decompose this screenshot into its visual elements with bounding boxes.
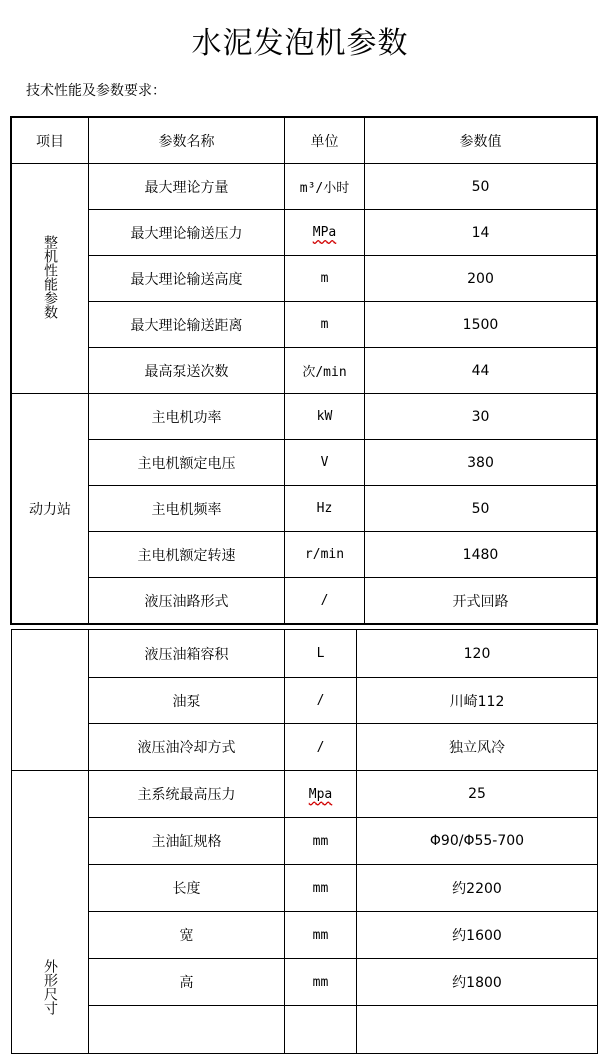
param-name: 主电机频率	[89, 486, 285, 532]
param-name: 主电机额定电压	[89, 440, 285, 486]
param-name: 最大理论输送压力	[89, 210, 285, 256]
table-row	[12, 630, 598, 678]
param-value: 约1800	[357, 959, 598, 1006]
params-table-2	[11, 629, 598, 1054]
param-unit: V	[285, 440, 365, 486]
param-value: 独立风冷	[357, 724, 598, 771]
table-row	[12, 771, 598, 818]
param-unit: mm	[285, 865, 357, 912]
param-name: 长度	[89, 865, 285, 912]
param-name: 油泵	[89, 678, 285, 724]
table-row	[12, 912, 598, 959]
param-unit: m	[285, 302, 365, 348]
param-name: 宽	[89, 912, 285, 959]
group-whole-label: 整机性能参数	[42, 234, 58, 319]
param-value: 50	[365, 164, 597, 210]
table-row	[12, 210, 597, 256]
param-unit: kW	[285, 394, 365, 440]
param-unit: 次/min	[285, 348, 365, 394]
param-name: 液压油箱容积	[89, 630, 285, 678]
param-name: 液压油冷却方式	[89, 724, 285, 771]
table-row	[12, 532, 597, 578]
param-unit: /	[285, 578, 365, 624]
param-unit	[285, 210, 365, 256]
params-table-1	[11, 117, 597, 624]
group-whole	[12, 164, 89, 394]
param-value: 380	[365, 440, 597, 486]
param-name: 最高泵送次数	[89, 348, 285, 394]
param-value: 50	[365, 486, 597, 532]
group-size	[12, 771, 89, 1054]
table-row	[12, 578, 597, 624]
param-value: 44	[365, 348, 597, 394]
header-item: 项目	[12, 118, 89, 164]
table-row	[12, 678, 598, 724]
param-value: 约1600	[357, 912, 598, 959]
table-row	[12, 865, 598, 912]
param-unit: /	[285, 724, 357, 771]
header-param: 参数名称	[89, 118, 285, 164]
param-name: 最大理论输送高度	[89, 256, 285, 302]
header-value: 参数值	[365, 118, 597, 164]
table-row-empty	[12, 1006, 598, 1054]
table-row	[12, 818, 598, 865]
param-value: 约2200	[357, 865, 598, 912]
table-row	[12, 486, 597, 532]
header-row	[12, 118, 597, 164]
param-name: 主油缸规格	[89, 818, 285, 865]
param-unit: mm	[285, 818, 357, 865]
param-value: 1500	[365, 302, 597, 348]
param-value: Φ90/Φ55-700	[357, 818, 598, 865]
table-row	[12, 256, 597, 302]
param-value-empty	[357, 1006, 598, 1054]
subtitle: 技术性能及参数要求：	[26, 83, 166, 99]
param-unit: /	[285, 678, 357, 724]
table-row	[12, 724, 598, 771]
param-unit: m³/小时	[285, 164, 365, 210]
table-row	[12, 959, 598, 1006]
param-name: 高	[89, 959, 285, 1006]
param-name-empty	[89, 1006, 285, 1054]
param-name: 主电机额定转速	[89, 532, 285, 578]
table-row	[12, 348, 597, 394]
param-unit: mm	[285, 912, 357, 959]
table-row	[12, 440, 597, 486]
param-unit-text: MPa	[312, 225, 337, 240]
param-value: 开式回路	[365, 578, 597, 624]
param-unit-empty	[285, 1006, 357, 1054]
param-name: 主系统最高压力	[89, 771, 285, 818]
page-title: 水泥发泡机参数	[191, 26, 409, 61]
param-unit: L	[285, 630, 357, 678]
param-unit: m	[285, 256, 365, 302]
table-row	[12, 302, 597, 348]
param-value: 120	[357, 630, 598, 678]
param-unit: mm	[285, 959, 357, 1006]
group-blank	[12, 630, 89, 771]
param-unit	[285, 771, 357, 818]
param-unit: r/min	[285, 532, 365, 578]
param-name: 最大理论方量	[89, 164, 285, 210]
header-unit: 单位	[285, 118, 365, 164]
param-name: 最大理论输送距离	[89, 302, 285, 348]
param-unit-text: Mpa	[308, 786, 333, 802]
param-name: 液压油路形式	[89, 578, 285, 624]
param-unit: Hz	[285, 486, 365, 532]
table-row	[12, 394, 597, 440]
param-value: 1480	[365, 532, 597, 578]
table-row	[12, 164, 597, 210]
group-power: 动力站	[12, 394, 89, 624]
param-value: 14	[365, 210, 597, 256]
param-name: 主电机功率	[89, 394, 285, 440]
param-value: 25	[357, 771, 598, 818]
param-value: 30	[365, 394, 597, 440]
param-value: 川崎112	[357, 678, 598, 724]
group-size-label: 外形尺寸	[42, 959, 58, 1015]
param-value: 200	[365, 256, 597, 302]
